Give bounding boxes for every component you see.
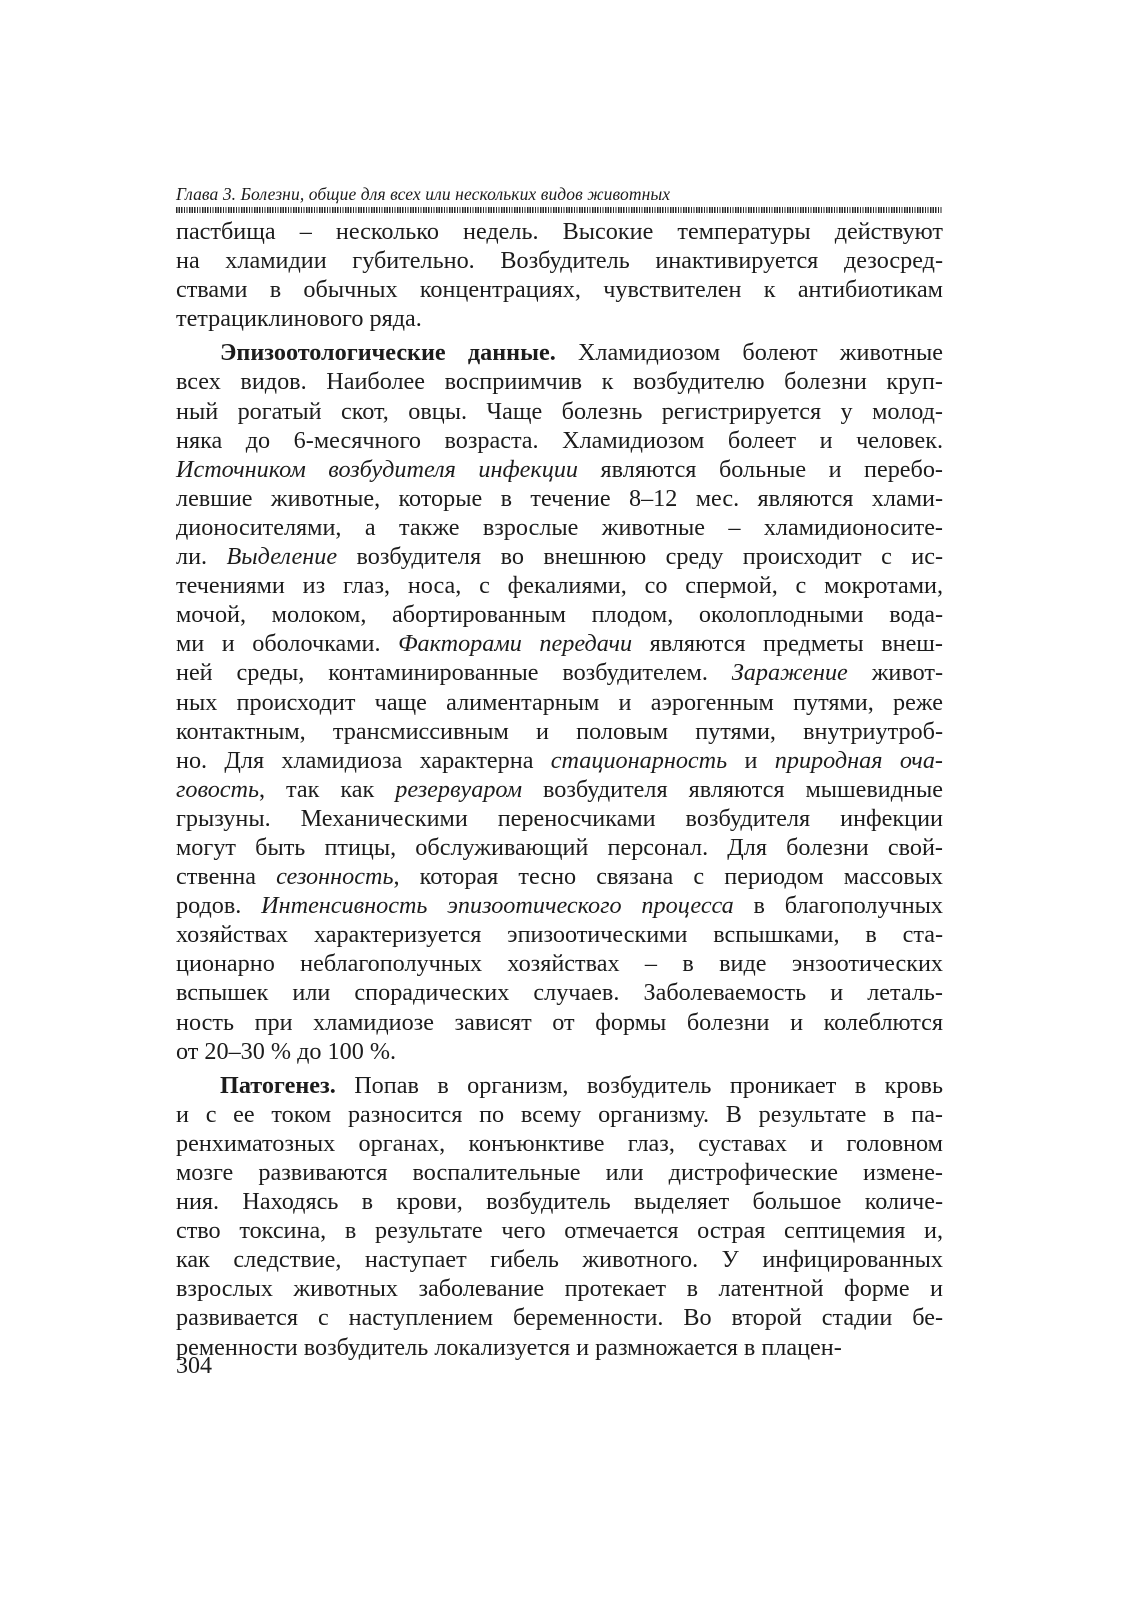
- italic-run: Заражение: [731, 659, 848, 687]
- text-run: являются предметы внеш-: [632, 630, 943, 658]
- text-run: грызуны. Механическими переносчиками возбудителя инфекции: [176, 804, 943, 832]
- text-run: , так как: [259, 775, 396, 803]
- text-line: [176, 367, 943, 396]
- italic-run: Факторами передачи: [398, 630, 633, 658]
- text-run: всех видов. Наиболее восприимчив к возбудителю болезни круп-: [176, 368, 943, 396]
- text-line: [176, 571, 943, 600]
- text-line: [176, 1037, 943, 1066]
- text-run: возбудителя во внешнюю среду происходит с ис-: [337, 543, 943, 571]
- text-line: [176, 862, 943, 891]
- text-line: [176, 1158, 943, 1187]
- text-line: [176, 920, 943, 949]
- paragraph-p2: [176, 338, 943, 1065]
- text-run: ственна: [176, 863, 277, 891]
- paragraph-p3: [176, 1071, 943, 1362]
- text-run: возбудителя являются мышевидные: [522, 775, 943, 803]
- text-run: как следствие, наступает гибель животного. У инфицированных: [176, 1246, 943, 1274]
- text-line: [176, 275, 943, 304]
- italic-run: говость: [176, 775, 260, 803]
- text-run: вспышек или спорадических случаев. Заболеваемость и леталь-: [176, 979, 943, 1007]
- text-run: могут быть птицы, обслуживающий персонал. Для болезни свой-: [176, 833, 943, 861]
- text-line: [176, 397, 943, 426]
- text-run: ней среды, контаминированные возбудителем.: [176, 659, 732, 687]
- text-line: [176, 629, 943, 658]
- text-line: [176, 949, 943, 978]
- text-line: [176, 1333, 943, 1362]
- italic-run: сезонность: [276, 863, 394, 891]
- text-line: [176, 1274, 943, 1303]
- page: [176, 183, 943, 1362]
- text-line: [176, 688, 943, 717]
- italic-run: стационарность: [550, 746, 728, 774]
- text-run: Попав в организм, возбудитель проникает в кровь: [335, 1071, 943, 1099]
- paragraph-p1: [176, 217, 943, 333]
- page-number: 304: [176, 1353, 212, 1379]
- text-run: взрослых животных заболевание протекает в латентной форме и: [176, 1275, 943, 1303]
- text-run: ционарно неблагополучных хозяйствах – в виде энзоотических: [176, 950, 943, 978]
- text-run: мозге развиваются воспалительные или дистрофические измене-: [176, 1159, 943, 1186]
- text-run: развивается с наступлением беременности. Во второй стадии бе-: [176, 1304, 943, 1332]
- italic-run: резервуаром: [395, 775, 523, 803]
- running-head: Глава 3. Болезни, общие для всех или нескольких видов животных: [176, 184, 671, 204]
- italic-run: Источником возбудителя инфекции: [176, 455, 579, 483]
- text-line: [176, 1100, 943, 1129]
- bold-run: Патогенез.: [220, 1071, 336, 1099]
- italic-run: Выделение: [226, 543, 338, 571]
- text-line: [176, 542, 943, 571]
- text-run: тетрациклинового ряда.: [176, 305, 422, 333]
- text-line: [176, 338, 943, 367]
- text-run: ность при хламидиозе зависят от формы болезни и колеблются: [176, 1008, 943, 1036]
- text-run: от 20–30 % до 100 %.: [176, 1037, 397, 1065]
- text-line: [176, 1071, 943, 1100]
- text-line: [176, 658, 943, 687]
- text-line: [176, 600, 943, 629]
- bold-run: Эпизоотологические данные.: [220, 339, 556, 367]
- text-run: ли.: [176, 543, 227, 571]
- text-line: [176, 484, 943, 513]
- text-run: левшие животные, которые в течение 8–12 мес. являются хлами-: [176, 484, 943, 512]
- body-text: [176, 217, 943, 1362]
- text-run: мочой, молоком, абортированным плодом, околоплодными вода-: [176, 601, 943, 629]
- text-run: родов.: [176, 892, 262, 920]
- text-line: [176, 304, 943, 333]
- text-line: [176, 775, 943, 804]
- text-line: [176, 891, 943, 920]
- text-run: дионосителями, а также взрослые животные – хламидионосите-: [176, 513, 943, 541]
- text-run: живот-: [847, 659, 944, 687]
- text-run: няка до 6-месячного возраста. Хламидиозом болеет и человек.: [176, 426, 943, 454]
- text-line: [176, 746, 943, 775]
- text-run: Хламидиозом болеют животные: [555, 339, 943, 367]
- italic-run: Интенсивность эпизоотического процесса: [261, 892, 734, 920]
- text-run: являются больные и перебо-: [578, 455, 943, 483]
- text-run: ный рогатый скот, овцы. Чаще болезнь регистрируется у молод-: [176, 397, 943, 425]
- text-line: [176, 717, 943, 746]
- text-run: и с ее током разносится по всему организму. В результате в па-: [176, 1100, 943, 1128]
- text-run: ных происходит чаще алиментарным и аэрогенным путями, реже: [176, 688, 943, 716]
- text-run: и: [727, 746, 775, 774]
- text-line: [176, 1129, 943, 1158]
- header-rule: [176, 207, 943, 213]
- text-run: ми и оболочками.: [176, 630, 399, 658]
- text-run: контактным, трансмиссивным и половым путями, внутриутроб-: [176, 717, 943, 745]
- text-line: [176, 1216, 943, 1245]
- text-run: хозяйствах характеризуется эпизоотическими вспышками, в ста-: [176, 921, 943, 949]
- text-line: [176, 246, 943, 275]
- text-line: [176, 513, 943, 542]
- text-line: [176, 426, 943, 455]
- text-line: [176, 833, 943, 862]
- text-line: [176, 1245, 943, 1274]
- text-line: [176, 217, 943, 246]
- text-line: [176, 804, 943, 833]
- text-run: ния. Находясь в крови, возбудитель выделяет большое количе-: [176, 1188, 943, 1216]
- text-run: течениями из глаз, носа, с фекалиями, со спермой, с мокротами,: [176, 572, 943, 600]
- italic-run: природная оча-: [774, 746, 943, 774]
- text-run: пастбища – несколько недель. Высокие температуры действуют: [176, 218, 943, 245]
- text-run: в благополучных: [733, 892, 943, 920]
- text-run: но. Для хламидиоза характерна: [176, 746, 551, 774]
- text-line: [176, 1303, 943, 1332]
- text-run: на хламидии губительно. Возбудитель инактивируется дезосред-: [176, 247, 943, 275]
- text-line: [176, 455, 943, 484]
- text-line: [176, 1187, 943, 1216]
- text-line: [176, 978, 943, 1007]
- text-run: ременности возбудитель локализуется и размножается в плацен-: [176, 1333, 842, 1361]
- text-run: ство токсина, в результате чего отмечается острая септицемия и,: [176, 1217, 943, 1245]
- text-run: , которая тесно связана с периодом массовых: [393, 863, 943, 891]
- text-run: ренхиматозных органах, конъюнктиве глаз, суставах и головном: [176, 1129, 943, 1157]
- text-run: ствами в обычных концентрациях, чувствителен к антибиотикам: [176, 276, 943, 304]
- text-line: [176, 1008, 943, 1037]
